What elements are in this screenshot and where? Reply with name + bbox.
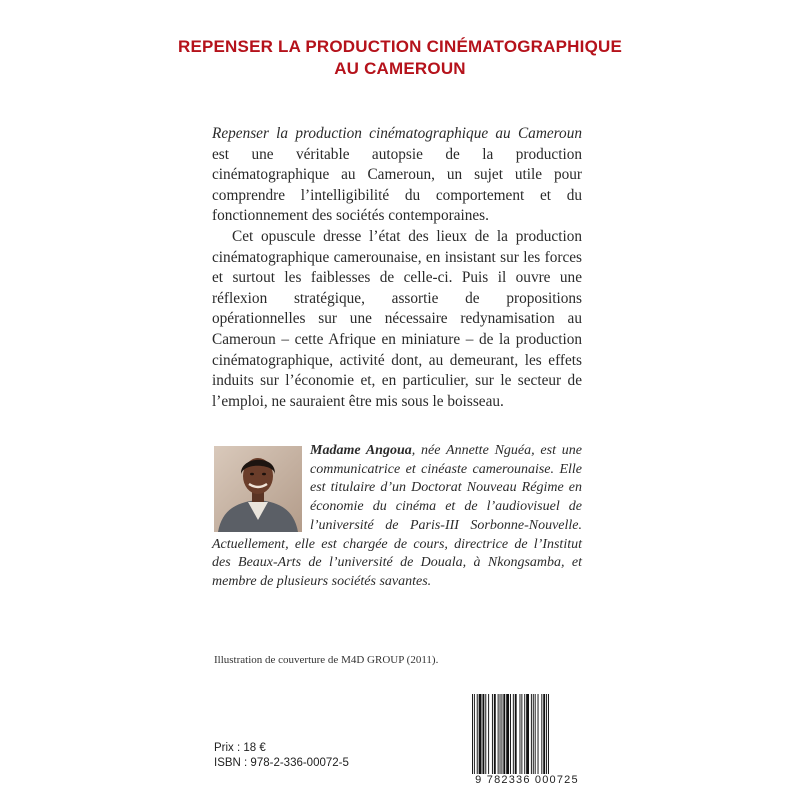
- barcode-bar: [492, 694, 493, 774]
- barcode-bar: [472, 694, 473, 774]
- barcode-bar: [506, 694, 509, 774]
- barcode-bar: [500, 694, 501, 774]
- barcode-bar: [520, 694, 521, 774]
- barcode-bar: [477, 694, 478, 774]
- barcode-bar: [488, 694, 489, 774]
- barcode: [470, 694, 584, 774]
- barcode-bar: [531, 694, 532, 774]
- barcode-bar: [521, 694, 522, 774]
- illustration-credit: Illustration de couverture de M4D GROUP (2011).: [214, 654, 439, 666]
- summary-title-italic: Repenser la production cinématographique au Cameroun: [212, 125, 582, 142]
- author-name: Madame Angoua: [310, 443, 412, 458]
- barcode-bar: [510, 694, 511, 774]
- barcode-bar: [479, 694, 482, 774]
- summary-paragraph-1-text: est une véritable autopsie de la production cinématographique au Cameroun, un sujet utile pour comprendre l’intelligibilité du comportement et du fonctionnement des sociétés contemporaines.: [212, 145, 582, 225]
- barcode-bar: [543, 694, 545, 774]
- barcode-bar: [526, 694, 529, 774]
- author-bio: [212, 442, 582, 592]
- barcode-bar: [535, 694, 536, 774]
- barcode-bar: [524, 694, 525, 774]
- summary-paragraph-1: [212, 124, 582, 227]
- barcode-bar: [513, 694, 514, 774]
- title-line-2: AU CAMEROUN: [334, 59, 466, 78]
- price-block: [214, 741, 349, 771]
- summary-text: [212, 124, 582, 412]
- summary-paragraph-2: Cet opuscule dresse l’état des lieux de la production cinématographique camerounaise, en insistant sur les forces et surtout les faiblesses de celle-ci. Puis il ouvre une réflexion stratégique, assortie de propositions opérationnelles sur une nécessaire redynamisation au Cameroun – cette Afrique en miniature – de la production cinématographique, activité dont, au demeurant, les effets induits sur l’économie et, en particulier, sur le secteur de l’emploi, ne sauraient être mis sous le boisseau.: [212, 227, 582, 410]
- isbn-label: ISBN : 978-2-336-00072-5: [214, 757, 349, 769]
- barcode-bar: [548, 694, 549, 774]
- author-bio-text: , née Annette Nguéa, est une communicatrice et cinéaste camerounaise. Elle est titulaire d’un Doctorat Nouveau Régime en économie du cinéma et de l’audiovisuel de l’université de Paris-III Sorbonne-Nouvelle. Actuellement, elle est chargée de cours, directrice de l’Institut des Beaux-Arts de l’université de Douala, à Nkongsamba, et membre de plusieurs sociétés savantes.: [212, 443, 582, 589]
- barcode-bar: [546, 694, 547, 774]
- barcode-bar: [474, 694, 475, 774]
- barcode-bar: [494, 694, 496, 774]
- barcode-bar: [485, 694, 486, 774]
- barcode-bar: [533, 694, 534, 774]
- barcode-number: 9 782336 000725: [475, 774, 579, 786]
- barcode-bar: [482, 694, 484, 774]
- title-line-1: REPENSER LA PRODUCTION CINÉMATOGRAPHIQUE: [177, 37, 623, 56]
- price-label: Prix : 18 €: [214, 742, 266, 754]
- barcode-bar: [498, 694, 499, 774]
- barcode-bar: [538, 694, 539, 774]
- barcode-bar: [541, 694, 542, 774]
- barcode-bar: [501, 694, 502, 774]
- barcode-bar: [503, 694, 505, 774]
- book-title: [150, 36, 650, 80]
- barcode-bar: [515, 694, 517, 774]
